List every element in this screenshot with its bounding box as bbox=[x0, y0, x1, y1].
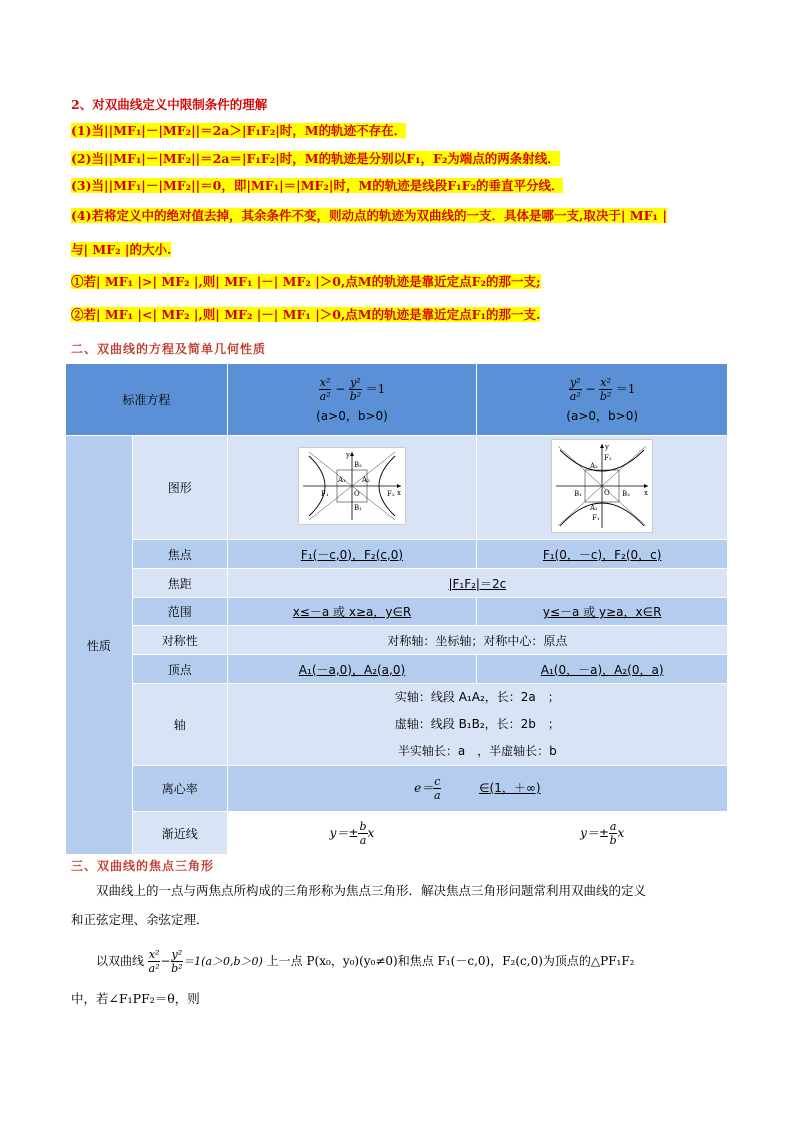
hyperbola-property-table bbox=[65, 363, 728, 855]
eq2-cond: (a>0，b>0) bbox=[566, 408, 639, 423]
svg-text:B₁: B₁ bbox=[353, 504, 362, 512]
cond-1: (1)当||MF₁|－|MF₂||＝2a＞|F₁F₂|时，M的轨迹不存在． bbox=[71, 123, 407, 138]
row-focus-label: 焦点 bbox=[132, 540, 227, 569]
symmetry-v: 对称轴：坐标轴；对称中心：原点 bbox=[227, 626, 727, 655]
svg-text:A₂: A₂ bbox=[361, 476, 370, 484]
svg-text:B₂: B₂ bbox=[622, 490, 631, 498]
frac-y2b2-inline: $\frac{\text{y²}}{\text{b²}}$ bbox=[171, 948, 183, 975]
svg-text:x: x bbox=[396, 489, 401, 497]
ecc-value: e＝ $\frac{c}{a}$ ∈(1，＋∞) bbox=[227, 766, 727, 812]
eq-horizontal: $\frac{\text{x²}}{\text{a²}}$ − $\frac{\text{y²}}{\text{b²}}$ ＝1 (a>0，b>0) bbox=[227, 364, 477, 436]
eq-vertical: $\frac{\text{y²}}{\text{a²}}$ − $\frac{\text{x²}}{\text{b²}}$ ＝1 (a>0，b>0) bbox=[477, 364, 728, 436]
focal-intro-2: 和正弦定理、余弦定理． bbox=[71, 912, 209, 927]
frac-x2a2: $\frac{\text{x²}}{\text{a²}}$ bbox=[319, 375, 331, 403]
svg-text:F₂: F₂ bbox=[604, 454, 612, 462]
cond-4a: (4)若将定义中的绝对值去掉，其余条件不变，则动点的轨迹为双曲线的一支．具体是哪一支,取决于| MF₁ | bbox=[71, 208, 667, 223]
asym-v1: y＝± $\frac{b}{a}$ x bbox=[227, 812, 477, 855]
vertex-v1: A₁(－a,0)，A₂(a,0) bbox=[298, 662, 406, 677]
row-axis-label: 轴 bbox=[132, 684, 227, 766]
frac-c-a: $\frac{c}{a}$ bbox=[434, 775, 441, 802]
asym-v2: y＝± $\frac{a}{b}$ x bbox=[477, 812, 728, 855]
cond-2: (2)当||MF₁|－|MF₂||＝2a＝|F₁F₂|时，M的轨迹是分别以F₁，F₂为端点的两条射线． bbox=[71, 151, 560, 166]
range-v1: x≤－a 或 x≥a，y∈R bbox=[292, 605, 412, 619]
focal-statement-b: 上一点 P(x₀，y₀)(y₀≠0)和焦点 F₁(－c,0)，F₂(c,0)为顶点的△PF₁F₂ bbox=[266, 954, 635, 968]
svg-text:x: x bbox=[644, 489, 649, 497]
cond-branch-2: ②若| MF₁ |<| MF₂ |,则| MF₂ |－| MF₁ |＞0,点M的轨迹是靠近定点F₁的那一支. bbox=[71, 307, 541, 322]
row-symmetry-label: 对称性 bbox=[132, 626, 227, 655]
svg-text:O: O bbox=[353, 490, 360, 498]
focal-dist-v: |F₁F₂|＝2c bbox=[448, 576, 507, 591]
focus-v1: F₁(－c,0)，F₂(c,0) bbox=[300, 547, 404, 562]
focal-statement: 以双曲线 $\frac{\text{x²}}{\text{a²}}$ − $\frac{\text{y²}}{\text{b²}}$ ＝1(a＞0,b＞0) 上一点 P(x₀，y₀)(y₀≠0)和焦点 F₁(－c,0)，F₂(c,0)为顶点的△PF₁F₂ bbox=[96, 948, 635, 975]
svg-text:F₂: F₂ bbox=[386, 490, 395, 498]
frac-y2a2: $\frac{\text{y²}}{\text{a²}}$ bbox=[569, 375, 581, 403]
side-label: 性质 bbox=[66, 436, 133, 855]
vertex-v2: A₁(0，－a)，A₂(0，a) bbox=[540, 662, 664, 677]
row-vertex-label: 顶点 bbox=[132, 655, 227, 684]
svg-text:O: O bbox=[604, 489, 610, 497]
section-eq-title: 二、双曲线的方程及简单几何性质 bbox=[71, 342, 267, 356]
focus-v2: F₁(0，－c)，F₂(0，c) bbox=[542, 547, 662, 562]
frac-y2b2: $\frac{\text{y²}}{\text{b²}}$ bbox=[349, 375, 362, 403]
cond-3: (3)当||MF₁|－|MF₂||＝0，即|MF₁|＝|MF₂|时，M的轨迹是线段F₁F₂的垂直平分线． bbox=[71, 178, 564, 193]
frac-a-b: $\frac{a}{b}$ bbox=[609, 819, 617, 847]
svg-text:A₁: A₁ bbox=[337, 476, 346, 484]
svg-text:y: y bbox=[345, 451, 350, 459]
focal-intro-1: 双曲线上的一点与两焦点所构成的三角形称为焦点三角形．解决焦点三角形问题常利用双曲线的定义 bbox=[96, 883, 647, 898]
axis-half: 半实轴长：a ，半虚轴长：b bbox=[397, 744, 557, 758]
svg-text:A₁: A₁ bbox=[590, 504, 599, 512]
row-graph-label: 图形 bbox=[132, 436, 227, 540]
svg-text:B₁: B₁ bbox=[574, 490, 583, 498]
row-range-label: 范围 bbox=[132, 598, 227, 626]
svg-text:A₂: A₂ bbox=[590, 462, 599, 470]
range-v2: y≤－a 或 y≥a，x∈R bbox=[542, 605, 662, 619]
svg-text:F₁: F₁ bbox=[320, 490, 329, 498]
row-asym-label: 渐近线 bbox=[132, 812, 227, 855]
axis-real: 实轴：线段 A₁A₂，长：2a ； bbox=[394, 690, 560, 704]
section-focal-title: 三、双曲线的焦点三角形 bbox=[71, 859, 215, 873]
axis-imag: 虚轴：线段 B₁B₂，长：2b ； bbox=[394, 717, 560, 731]
header-label: 标准方程 bbox=[66, 364, 228, 436]
focal-statement-2: 中，若∠F₁PF₂＝θ，则 bbox=[71, 991, 200, 1006]
frac-x2a2-inline: $\frac{\text{x²}}{\text{a²}}$ bbox=[148, 948, 160, 975]
section-2-title: 2、对双曲线定义中限制条件的理解 bbox=[71, 97, 268, 112]
graph-horizontal bbox=[227, 436, 477, 540]
row-ecc-label: 离心率 bbox=[132, 766, 227, 812]
svg-text:B₂: B₂ bbox=[353, 461, 362, 469]
graph-vertical bbox=[477, 436, 728, 540]
row-focal-dist-label: 焦距 bbox=[132, 569, 227, 598]
svg-text:y: y bbox=[605, 443, 610, 451]
eq1-cond: (a>0，b>0) bbox=[316, 408, 388, 423]
ecc-range: ∈(1，＋∞) bbox=[479, 781, 541, 795]
focal-statement-a: 以双曲线 bbox=[96, 954, 145, 968]
frac-b-a: $\frac{b}{a}$ bbox=[359, 819, 367, 847]
svg-text:F₁: F₁ bbox=[592, 514, 600, 522]
frac-x2b2: $\frac{\text{x²}}{\text{b²}}$ bbox=[599, 375, 612, 403]
cond-4b: 与| MF₂ |的大小. bbox=[71, 242, 172, 257]
hyperbola-horizontal-image bbox=[298, 447, 406, 525]
cond-branch-1: ①若| MF₁ |>| MF₂ |,则| MF₁ |－| MF₂ |＞0,点M的轨迹是靠近定点F₂的那一支; bbox=[71, 274, 541, 289]
hyperbola-vertical-image bbox=[551, 439, 653, 533]
